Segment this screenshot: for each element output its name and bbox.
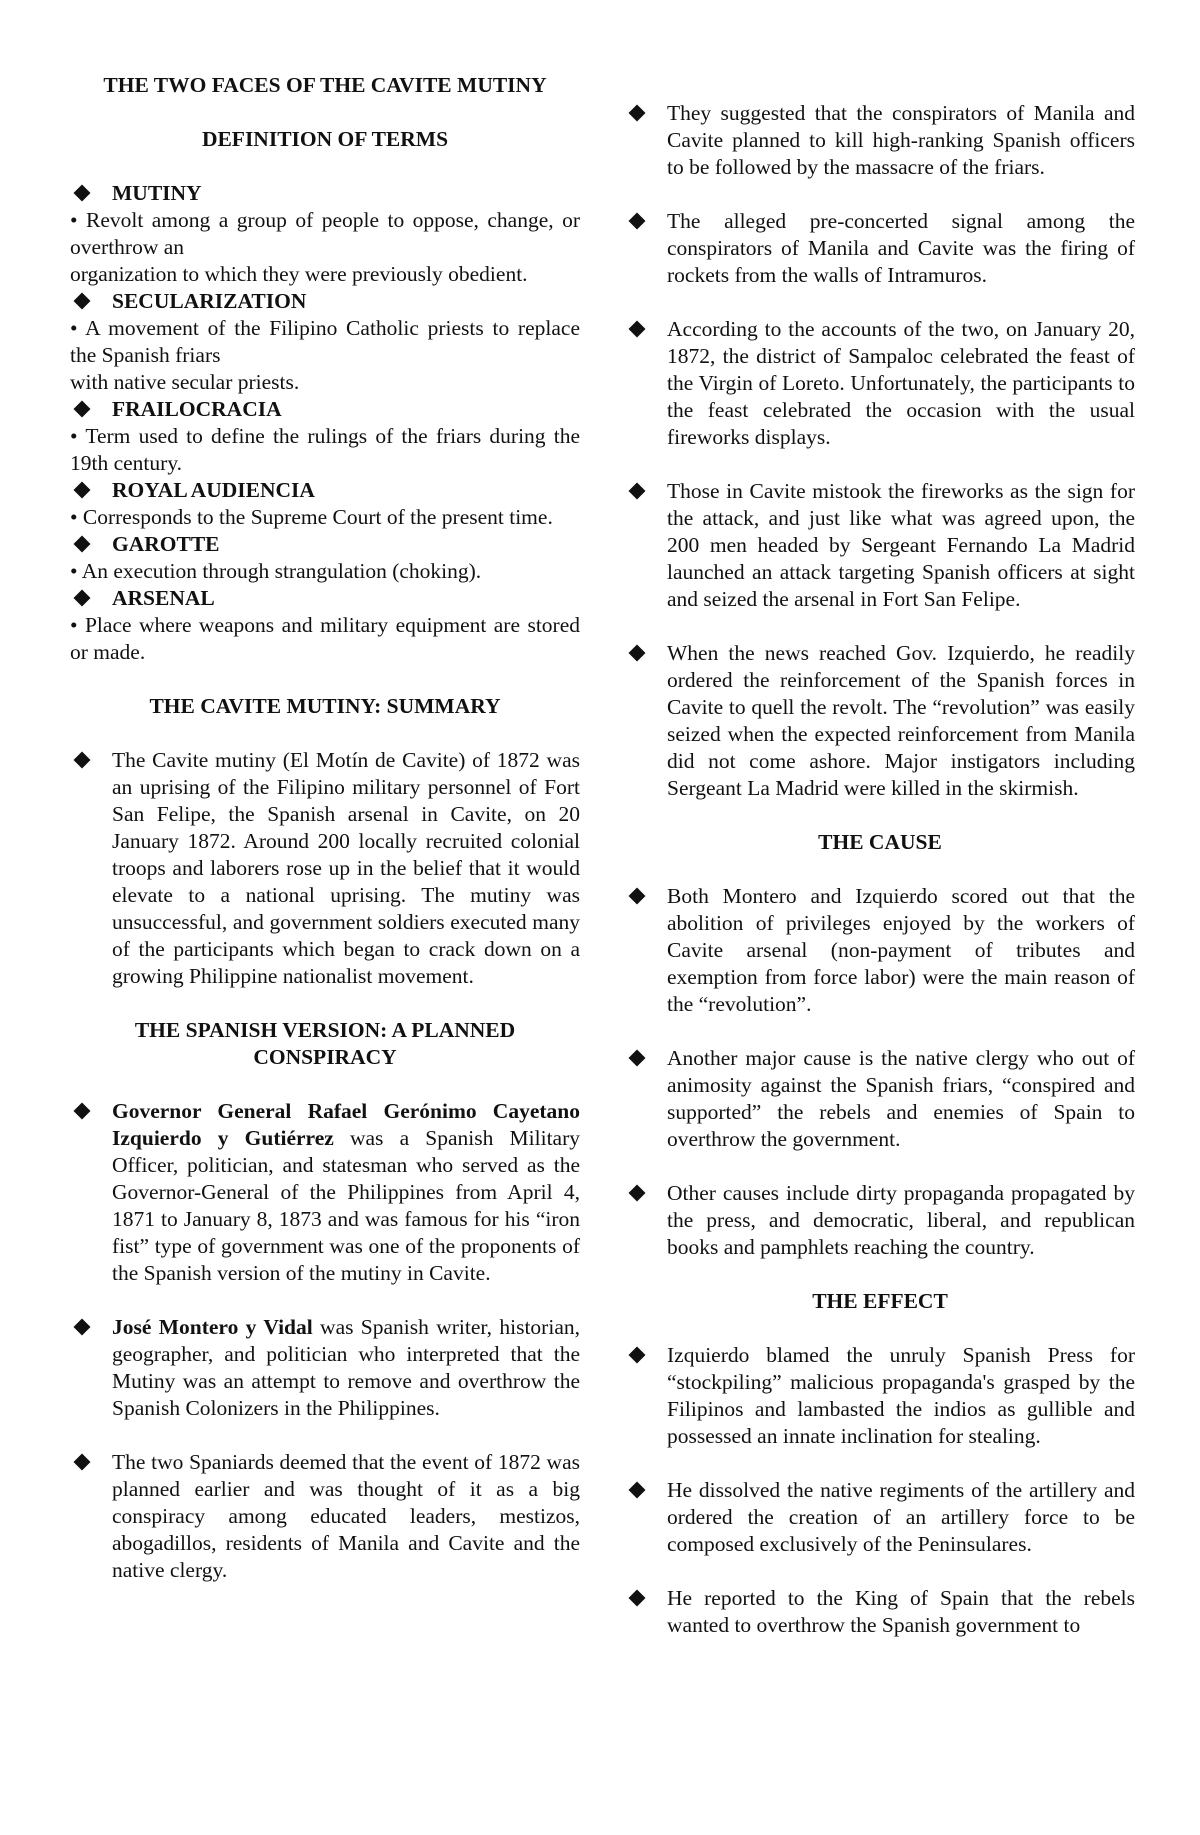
diamond-bullet-icon	[629, 213, 646, 230]
diamond-bullet-icon	[74, 482, 91, 499]
term-secularization: SECULARIZATION	[70, 288, 580, 315]
diamond-bullet-icon	[74, 1103, 91, 1120]
cause-bullet: Other causes include dirty propaganda propagated by the press, and democratic, liberal, and republican books and pamphlets reaching the country.	[625, 1180, 1135, 1261]
diamond-bullet-icon	[629, 1050, 646, 1067]
diamond-bullet-icon	[629, 1185, 646, 1202]
diamond-bullet-icon	[74, 401, 91, 418]
diamond-bullet-icon	[629, 1347, 646, 1364]
term-royal-audiencia: ROYAL AUDIENCIA	[70, 477, 580, 504]
left-column	[70, 72, 580, 1584]
diamond-bullet-icon	[629, 1482, 646, 1499]
diamond-bullet-icon	[629, 483, 646, 500]
effect-heading: THE EFFECT	[812, 1289, 948, 1313]
version-bullet: According to the accounts of the two, on January 20, 1872, the district of Sampaloc celebrated the feast of the Virgin of Loreto. Unfortunately, the participants to the feast celebrated the occasion with the usual fireworks displays.	[625, 316, 1135, 451]
term-definition: • An execution through strangulation (choking).	[70, 559, 482, 583]
effect-bullet: Izquierdo blamed the unruly Spanish Press for “stockpiling” malicious propaganda's grasped by the Filipinos and lambasted the indios as gullible and possessed an innate inclination for stealing.	[625, 1342, 1135, 1450]
version-bullet: They suggested that the conspirators of Manila and Cavite planned to kill high-ranking Spanish officers to be followed by the massacre of the friars.	[625, 100, 1135, 181]
diamond-bullet-icon	[74, 1319, 91, 1336]
diamond-bullet-icon	[74, 185, 91, 202]
effect-bullet: He reported to the King of Spain that the rebels wanted to overthrow the Spanish government to	[625, 1585, 1135, 1639]
term-definition: • Place where weapons and military equipment are stored or made.	[70, 613, 580, 664]
term-definition: • Corresponds to the Supreme Court of the present time.	[70, 505, 553, 529]
document-title: THE TWO FACES OF THE CAVITE MUTINY	[103, 73, 547, 97]
term-definition: • A movement of the Filipino Catholic priests to replace the Spanish friars	[70, 316, 580, 367]
term-frailocracia: FRAILOCRACIA	[70, 396, 580, 423]
spanish-bullet: José Montero y Vidal was Spanish writer, historian, geographer, and politician who interpreted that the Mutiny was an attempt to remove and overthrow the Spanish Colonizers in the Philippines.	[70, 1314, 580, 1422]
effect-bullet: He dissolved the native regiments of the artillery and ordered the creation of an artillery force to be composed exclusively of the Peninsulares.	[625, 1477, 1135, 1558]
diamond-bullet-icon	[629, 105, 646, 122]
diamond-bullet-icon	[74, 752, 91, 769]
term-definition: • Revolt among a group of people to oppose, change, or overthrow an	[70, 208, 580, 259]
diamond-bullet-icon	[74, 590, 91, 607]
term-mutiny: MUTINY	[70, 180, 580, 207]
term-garotte: GAROTTE	[70, 531, 580, 558]
version-bullet: Those in Cavite mistook the fireworks as the sign for the attack, and just like what was agreed upon, the 200 men headed by Sergeant Fernando La Madrid launched an attack targeting Spanish officers at sight and seized the arsenal in Fort San Felipe.	[625, 478, 1135, 613]
term-definition: organization to which they were previously obedient.	[70, 262, 528, 286]
right-column	[625, 100, 1135, 1639]
term-arsenal: ARSENAL	[70, 585, 580, 612]
diamond-bullet-icon	[629, 645, 646, 662]
diamond-bullet-icon	[629, 888, 646, 905]
diamond-bullet-icon	[74, 536, 91, 553]
version-bullet: When the news reached Gov. Izquierdo, he readily ordered the reinforcement of the Spanish forces in Cavite to quell the revolt. The “revolution” was easily seized when the expected reinforcement from Manila did not come ashore. Major instigators including Sergeant La Madrid were killed in the skirmish.	[625, 640, 1135, 802]
cause-bullet: Both Montero and Izquierdo scored out that the abolition of privileges enjoyed by the workers of Cavite arsenal (non-payment of tributes and exemption from force labor) were the main reason of the “revolution”.	[625, 883, 1135, 1018]
term-definition: • Term used to define the rulings of the friars during the 19th century.	[70, 424, 580, 475]
diamond-bullet-icon	[74, 293, 91, 310]
diamond-bullet-icon	[74, 1454, 91, 1471]
definitions-heading: DEFINITION OF TERMS	[201, 127, 449, 151]
cause-bullet: Another major cause is the native clergy who out of animosity against the Spanish friars, “conspired and supported” the rebels and enemies of Spain to overthrow the government.	[625, 1045, 1135, 1153]
summary-heading: THE CAVITE MUTINY: SUMMARY	[149, 694, 501, 718]
diamond-bullet-icon	[629, 1590, 646, 1607]
version-bullet: The alleged pre-concerted signal among the conspirators of Manila and Cavite was the firing of rockets from the walls of Intramuros.	[625, 208, 1135, 289]
spanish-bullet: The two Spaniards deemed that the event of 1872 was planned earlier and was thought of it as a big conspiracy among educated leaders, mestizos, abogadillos, residents of Manila and Cavite and the native clergy.	[70, 1449, 580, 1584]
diamond-bullet-icon	[629, 321, 646, 338]
term-definition: with native secular priests.	[70, 370, 300, 394]
spanish-version-heading: THE SPANISH VERSION: A PLANNED CONSPIRACY	[134, 1018, 516, 1069]
spanish-bullet: Governor General Rafael Gerónimo Cayetano Izquierdo y Gutiérrez was a Spanish Military Officer, politician, and statesman who served as the Governor-General of the Philippines from April 4, 1871 to January 8, 1873 and was famous for his “iron fist” type of government was one of the proponents of the Spanish version of the mutiny in Cavite.	[70, 1098, 580, 1287]
summary-bullet: The Cavite mutiny (El Motín de Cavite) of 1872 was an uprising of the Filipino military personnel of Fort San Felipe, the Spanish arsenal in Cavite, on 20 January 1872. Around 200 locally recruited colonial troops and laborers rose up in the belief that it would elevate to a national uprising. The mutiny was unsuccessful, and government soldiers executed many of the participants which began to crack down on a growing Philippine nationalist movement.	[70, 747, 580, 990]
cause-heading: THE CAUSE	[818, 830, 942, 854]
definition-list	[70, 180, 580, 666]
